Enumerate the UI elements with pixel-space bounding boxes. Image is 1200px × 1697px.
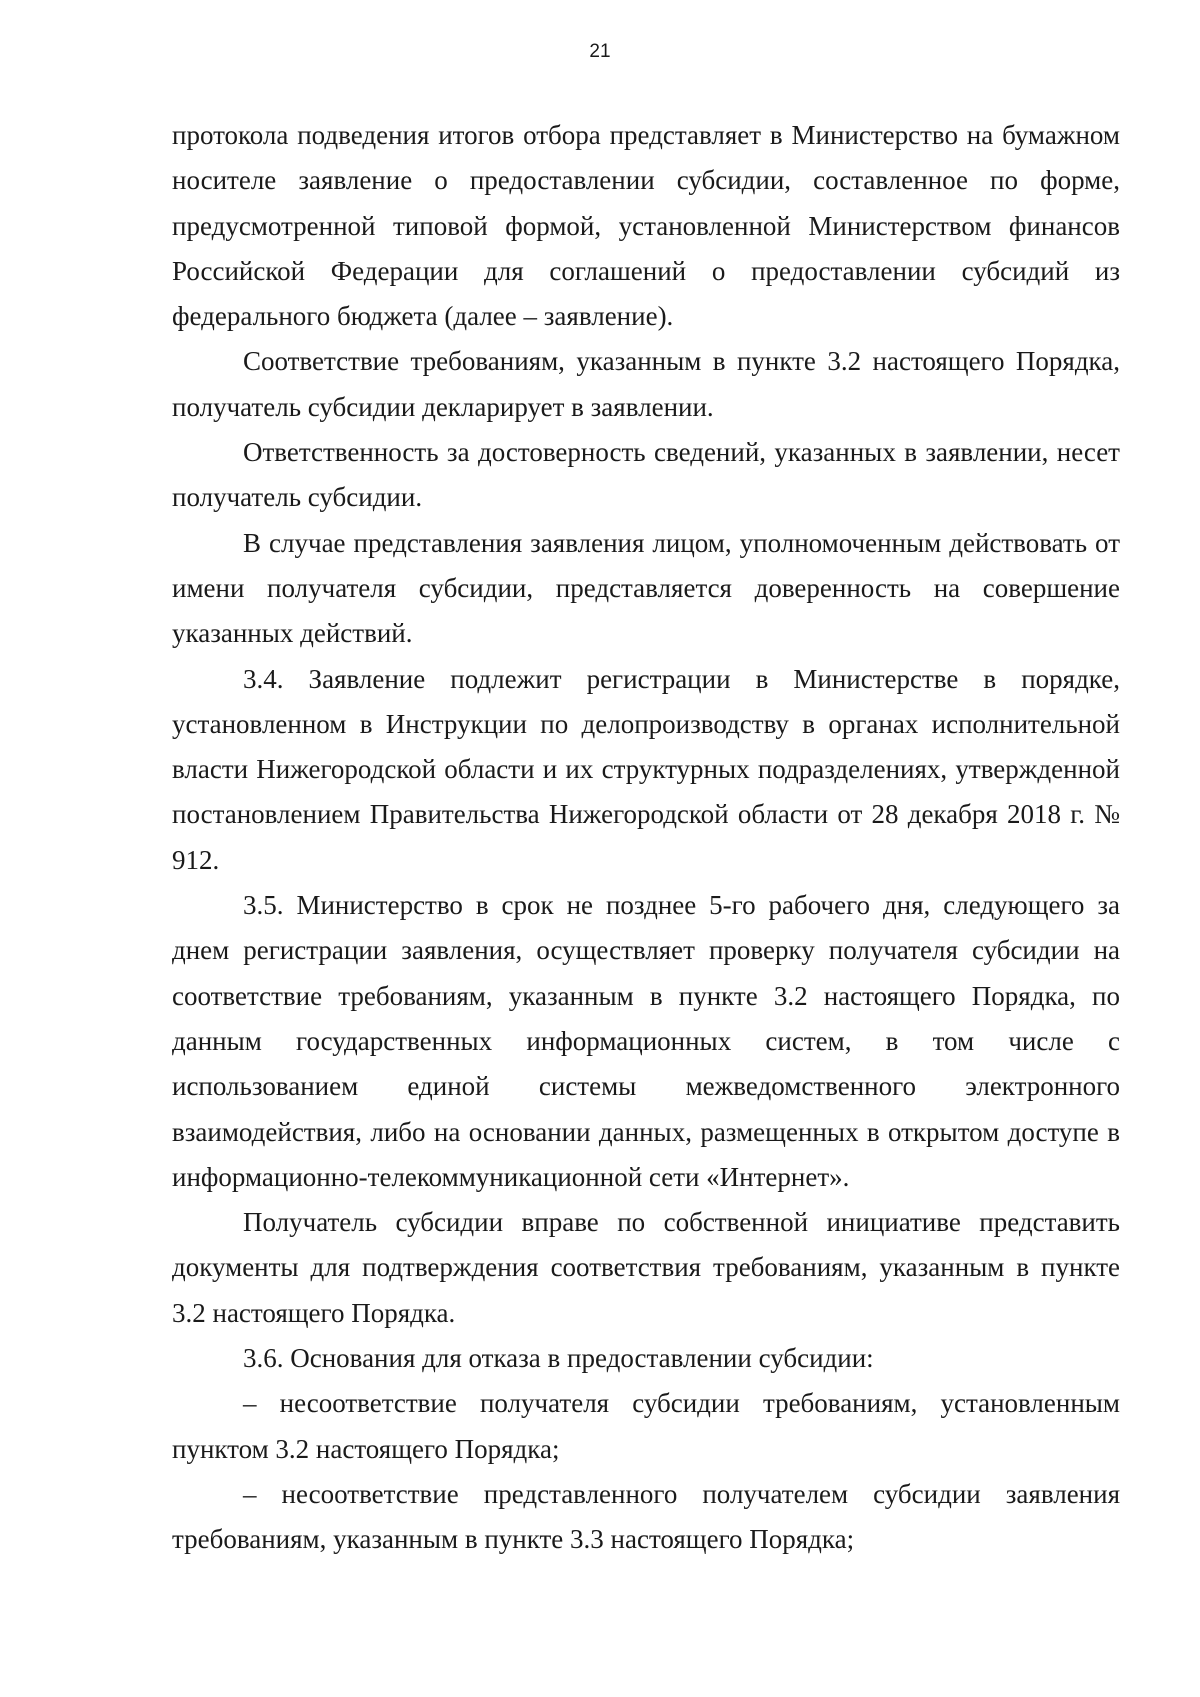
paragraph-compliance-declaration: Соответствие требованиям, указанным в пункте 3.2 настоящего Порядка, получатель субсидии декларирует в заявлении.: [172, 346, 1120, 422]
paragraph-3-4: 3.4. Заявление подлежит регистрации в Министерстве в порядке, установленном в Инструкции по делопроизводству в органах исполнительной власти Нижегородской области и их структурных подразделениях, утвержденной постановлением Правительства Нижегородской области от 28 декабря 2018 г. № 912.: [172, 663, 1120, 875]
paragraph-continuation: протокола подведения итогов отбора представляет в Министерство на бумажном носителе заявление о предоставлении субсидии, составленное по форме, предусмотренной типовой формой, установленной Министерством финансов Российской Федерации для соглашений о предоставлении субсидий из федерального бюджета (далее – заявление).: [172, 120, 1120, 332]
paragraph-power-of-attorney: В случае представления заявления лицом, уполномоченным действовать от имени получателя субсидии, представляется доверенность на совершение указанных действий.: [172, 527, 1120, 649]
list-item-refusal-1: – несоответствие получателя субсидии требованиям, установленным пунктом 3.2 настоящего Порядка;: [172, 1388, 1120, 1464]
list-item-refusal-2: – несоответствие представленного получателем субсидии заявления требованиям, указанным в пункте 3.3 настоящего Порядка;: [172, 1478, 1120, 1555]
paragraph-3-6: 3.6. Основания для отказа в предоставлении субсидии:: [243, 1343, 874, 1374]
paragraph-3-5: 3.5. Министерство в срок не позднее 5-го рабочего дня, следующего за днем регистрации заявления, осуществляет проверку получателя субсидии на соответствие требованиям, указанным в пункте 3.2 настоящего Порядка, по данным государственных информационных систем, в том числе с использованием единой системы межведомственного электронного взаимодействия, либо на основании данных, размещенных в открытом доступе в информационно-телекоммуникационной сети «Интернет».: [172, 890, 1120, 1192]
document-body: [172, 113, 1120, 1563]
paragraph-own-initiative: Получатель субсидии вправе по собственной инициативе представить документы для подтверждения соответствия требованиям, указанным в пункте 3.2 настоящего Порядка.: [172, 1207, 1120, 1328]
page-number: 21: [589, 41, 611, 62]
paragraph-responsibility: Ответственность за достоверность сведений, указанных в заявлении, несет получатель субсидии.: [172, 437, 1120, 513]
